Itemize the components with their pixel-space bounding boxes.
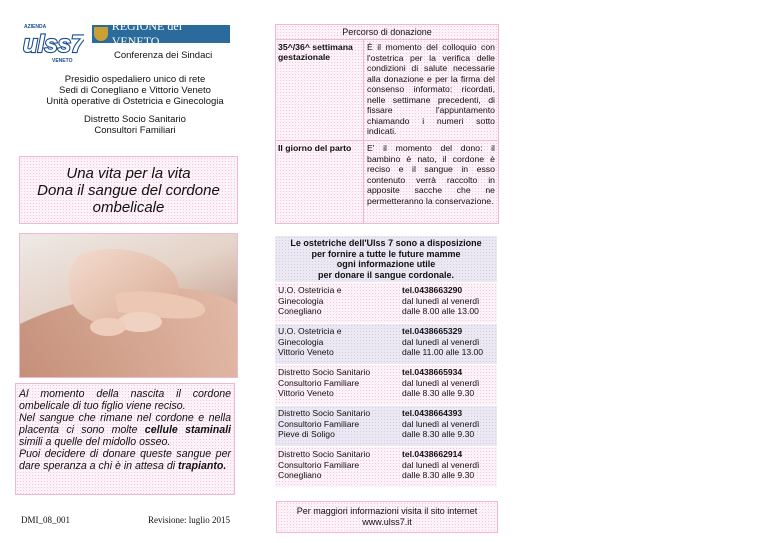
row-when: 35^/36^ settimana gestazionale xyxy=(276,40,364,140)
phone-number[interactable]: tel.0438664393 xyxy=(402,408,463,418)
logo-main-text: ulss7 xyxy=(23,31,84,58)
opening-days: dal lunedì al venerdì xyxy=(402,459,480,470)
regione-text: REGIONE del VENETO xyxy=(111,19,183,48)
phone-number[interactable]: tel.0438665934 xyxy=(402,367,463,377)
hands-illustration xyxy=(20,234,237,377)
heading-line: per fornire a tutte le future mamme xyxy=(311,248,461,259)
contact-phone xyxy=(399,283,497,323)
presidio-block xyxy=(30,74,240,107)
table-row xyxy=(275,364,497,405)
place-line: U.O. Ostetricia e xyxy=(278,285,342,295)
intro-paragraph: simili a quelle del midollo osseo. xyxy=(19,436,171,448)
distretto-block xyxy=(30,114,240,136)
conferenza-sindaci: Conferenza dei Sindaci xyxy=(114,50,213,61)
opening-days: dal lunedì al venerdì xyxy=(402,336,480,347)
table-row xyxy=(276,40,498,141)
distretto-line: Distretto Socio Sanitario xyxy=(84,114,186,125)
contact-place xyxy=(275,324,399,364)
place-line: Ginecologia xyxy=(278,295,324,306)
donation-path-title: Percorso di donazione xyxy=(276,25,498,40)
place-line: Distretto Socio Sanitario xyxy=(278,367,371,377)
table-row xyxy=(275,405,497,446)
contact-place xyxy=(275,406,399,446)
place-line: Distretto Socio Sanitario xyxy=(278,408,371,418)
document-code: DMI_08_001 xyxy=(21,515,70,525)
place-line: Distretto Socio Sanitario xyxy=(278,449,371,459)
place-line: Ginecologia xyxy=(278,336,324,347)
contact-place xyxy=(275,365,399,405)
opening-hours: dalle 8.30 alle 9.30 xyxy=(402,429,475,439)
website-link[interactable]: www.ulss7.it xyxy=(362,517,412,527)
heading-line: Le ostetriche dell'Ulss 7 sono a disposizione xyxy=(290,238,482,248)
opening-days: dal lunedì al venerdì xyxy=(402,295,480,306)
presidio-line: Sedi di Conegliano e Vittorio Veneto xyxy=(59,85,211,96)
place-line: Vittorio Veneto xyxy=(278,347,334,357)
highlight-transplant: trapianto. xyxy=(178,460,227,472)
place-line: U.O. Ostetricia e xyxy=(278,326,342,336)
heading-line: per donare il sangue cordonale. xyxy=(317,269,455,280)
distretto-line: Consultori Familiari xyxy=(94,125,176,136)
presidio-line: Presidio ospedaliero unico di rete xyxy=(64,74,206,85)
contacts-heading xyxy=(275,236,497,282)
phone-number[interactable]: tel.0438662914 xyxy=(402,449,463,459)
place-line: Pieve di Soligo xyxy=(278,429,335,439)
phone-number[interactable]: tel.0438665329 xyxy=(402,326,463,336)
presidio-line: Unità operative di Ostetricia e Ginecologia xyxy=(46,96,224,107)
opening-hours: dalle 8.00 alle 13.00 xyxy=(402,306,479,316)
place-line: Consultorio Familiare xyxy=(278,459,360,470)
contact-place xyxy=(275,283,399,323)
contact-phone xyxy=(399,324,497,364)
row-what: È il momento del colloquio con l'ostetrica per la verifica delle condizioni di salute necessarie alla donazione e per la firma del consenso informato: ricordati, nelle settimane precedenti, di fissare l'appuntamento chiamando i numeri sotto indicati. xyxy=(367,42,495,136)
table-row xyxy=(275,282,497,323)
title-line: ombelicale xyxy=(92,198,165,216)
title-line: Una vita per la vita xyxy=(66,164,191,182)
highlight-stem-cells: cellule staminali xyxy=(144,424,231,436)
row-what: E' il momento del dono: il bambino è nato, il cordone è reciso e il sangue in esso contenuto verrà raccolto in apposite sacche che ne permetteranno la conservazione. xyxy=(367,143,495,206)
opening-days: dal lunedì al venerdì xyxy=(402,377,480,388)
regione-veneto-logo xyxy=(92,19,230,48)
intro-paragraph: Puoi decidere di donare queste sangue per dare speranza a chi è in attesa di xyxy=(19,448,231,472)
opening-hours: dalle 8.30 alle 9.30 xyxy=(402,470,475,480)
place-line: Consultorio Familiare xyxy=(278,418,360,429)
ulss7-logo xyxy=(22,22,84,66)
opening-days: dal lunedì al venerdì xyxy=(402,418,480,429)
regione-shield-icon xyxy=(94,27,108,41)
leaflet-title xyxy=(19,156,238,224)
place-line: Conegliano xyxy=(278,470,322,480)
heading-line: ogni informazione utile xyxy=(336,259,436,269)
logo-top-text: AZIENDA xyxy=(24,24,47,30)
table-row xyxy=(275,323,497,364)
contacts-table xyxy=(275,236,497,485)
place-line: Vittorio Veneto xyxy=(278,388,334,398)
table-row xyxy=(275,446,497,487)
place-line: Consultorio Familiare xyxy=(278,377,360,388)
contact-place xyxy=(275,447,399,487)
logo-bottom-text: VENETO xyxy=(52,58,73,64)
title-line: Dona il sangue del cordone xyxy=(37,181,220,199)
phone-number[interactable]: tel.0438663290 xyxy=(402,285,463,295)
intro-paragraph: Nel sangue che rimane nel cordone e nella placenta ci sono molte xyxy=(19,412,231,436)
more-info-text: Per maggiori informazioni visita il sito internet xyxy=(296,506,478,516)
intro-paragraph: Al momento della nascita il cordone ombelicale di tuo figlio viene reciso. xyxy=(19,388,231,412)
baby-hand-photo xyxy=(19,233,238,378)
opening-hours: dalle 11.00 alle 13.00 xyxy=(402,347,484,357)
revision-date: Revisione: luglio 2015 xyxy=(148,515,230,525)
opening-hours: dalle 8.30 alle 9.30 xyxy=(402,388,475,398)
donation-path-table xyxy=(275,24,499,224)
contact-phone xyxy=(399,365,497,405)
place-line: Conegliano xyxy=(278,306,322,316)
row-when: Il giorno del parto xyxy=(276,141,364,223)
contact-phone xyxy=(399,406,497,446)
table-row xyxy=(276,141,498,223)
intro-text xyxy=(15,383,235,495)
contact-phone xyxy=(399,447,497,487)
more-info-box xyxy=(276,501,498,533)
